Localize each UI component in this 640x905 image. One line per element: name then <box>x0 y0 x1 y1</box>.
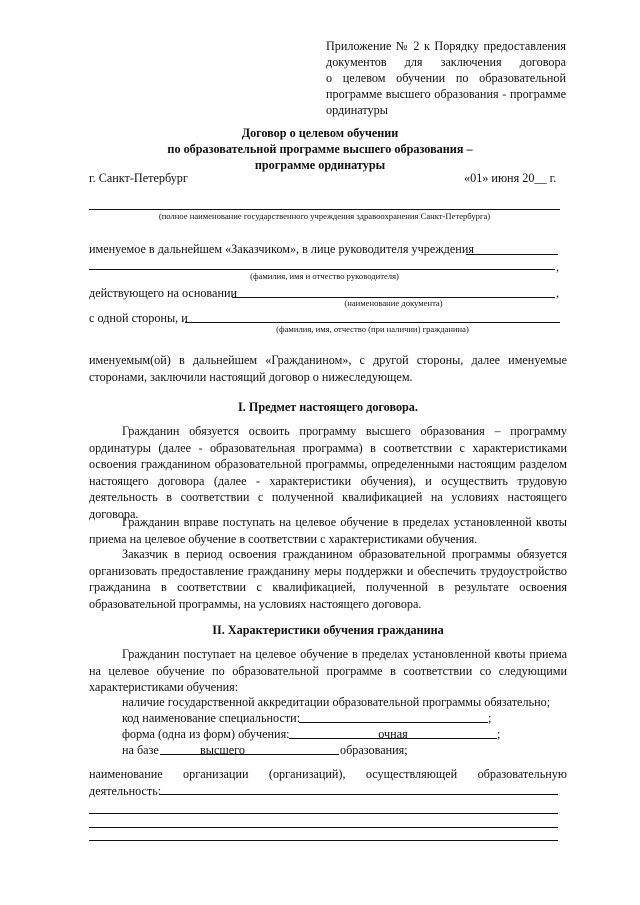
appendix-line-5: ординатуры <box>326 103 388 117</box>
form-label: форма (одна из форм) обучения: <box>122 727 290 741</box>
specialty-semicolon: ; <box>488 711 492 725</box>
base-label: на базе <box>122 743 159 757</box>
accreditation-line: наличие государственной аккредитации образовательной программы обязательно; <box>122 695 551 709</box>
organization-field-1[interactable] <box>160 794 558 795</box>
appendix-line-1: Приложение № 2 к Порядку предоставления <box>326 39 566 53</box>
caption-document: (наименование документа) <box>344 298 443 308</box>
appendix-line-2: документов для заключения договора <box>326 55 566 69</box>
section-1-paragraph-3: Заказчик в период освоения гражданином образовательной программы обязуется организовать предоставление гражданину меры поддержки и обеспечить трудоустройство гражданина в соответствии с квалификацией, полученной в результате освоения образовательной программы, на условиях настоящего договора. <box>89 547 567 611</box>
comma-2: , <box>556 286 560 300</box>
section-1-paragraph-1: Гражданин обязуется освоить программу высшего образования – программу ординатуры (далее - образовательная программа) в соответствии с характеристиками освоения гражданином образовательной программы, определенными настоящим разделом настоящего договора (далее - характеристики обучения), и осуществить трудовую деятельность в соответствии с полученной квалификацией на условиях настоящего договора. <box>89 424 567 521</box>
head-name-field-short[interactable] <box>466 254 558 255</box>
document-title <box>80 125 560 173</box>
one-side-label: с одной стороны, и <box>89 311 188 325</box>
basis-label: действующего на основании <box>89 286 238 300</box>
title-line-3: программе ординатуры <box>254 158 386 172</box>
appendix-line-4: программе высшего образования - программе <box>326 87 566 101</box>
customer-text: именуемое в дальнейшем «Заказчиком», в лице руководителя учреждения <box>89 242 474 256</box>
comma-1: , <box>556 260 560 274</box>
specialty-code-field[interactable] <box>299 722 488 723</box>
title-line-1: Договор о целевом обучении <box>241 126 399 140</box>
specialty-code-label: код наименование специальности: <box>122 711 301 725</box>
city: г. Санкт-Петербург <box>89 171 188 185</box>
section-1-paragraph-2: Гражданин вправе поступать на целевое обучение в пределах установленной квоты приема на целевое обучение в соответствии с характеристиками обучения. <box>89 515 567 546</box>
organization-field-2[interactable] <box>89 813 558 814</box>
appendix-line-3: о целевом обучении по образовательной <box>326 71 566 85</box>
section-2-paragraph-1: Гражданин поступает на целевое обучение в пределах установленной квоты приема на целевое обучение по образовательной программе в соответствии со следующими характеристиками обучения: <box>89 647 567 694</box>
caption-citizen: (фамилия, имя, отчество (при наличии) гражданина) <box>276 324 469 334</box>
head-name-field[interactable] <box>89 269 555 270</box>
organization-field-4[interactable] <box>89 840 558 841</box>
caption-head: (фамилия, имя и отчество руководителя) <box>250 271 399 281</box>
organization-label: наименование организации (организаций), осуществляющей образовательную деятельность: <box>89 767 567 798</box>
contract-date: «01» июня 20__ г. <box>464 171 557 185</box>
title-line-2: по образовательной программе высшего образования – <box>167 142 473 156</box>
base-suffix: образования; <box>340 743 408 757</box>
organization-field-3[interactable] <box>89 827 558 828</box>
citizen-name-field[interactable] <box>185 322 560 323</box>
citizen-paragraph: именуемым(ой) в дальнейшем «Гражданином», с другой стороны, далее именуемые сторонами, заключили настоящий договор о нижеследующем. <box>89 353 567 384</box>
section-1-heading: I. Предмет настоящего договора. <box>238 400 418 414</box>
caption-institution: (полное наименование государственного учреждения здравоохранения Санкт-Петербурга) <box>158 211 491 221</box>
base-value: высшего <box>200 743 245 757</box>
form-value: очная <box>378 727 408 741</box>
appendix-note <box>326 38 566 118</box>
institution-name-field[interactable] <box>89 209 560 210</box>
form-semicolon: ; <box>497 727 501 741</box>
section-2-heading: II. Характеристики обучения гражданина <box>212 623 444 637</box>
